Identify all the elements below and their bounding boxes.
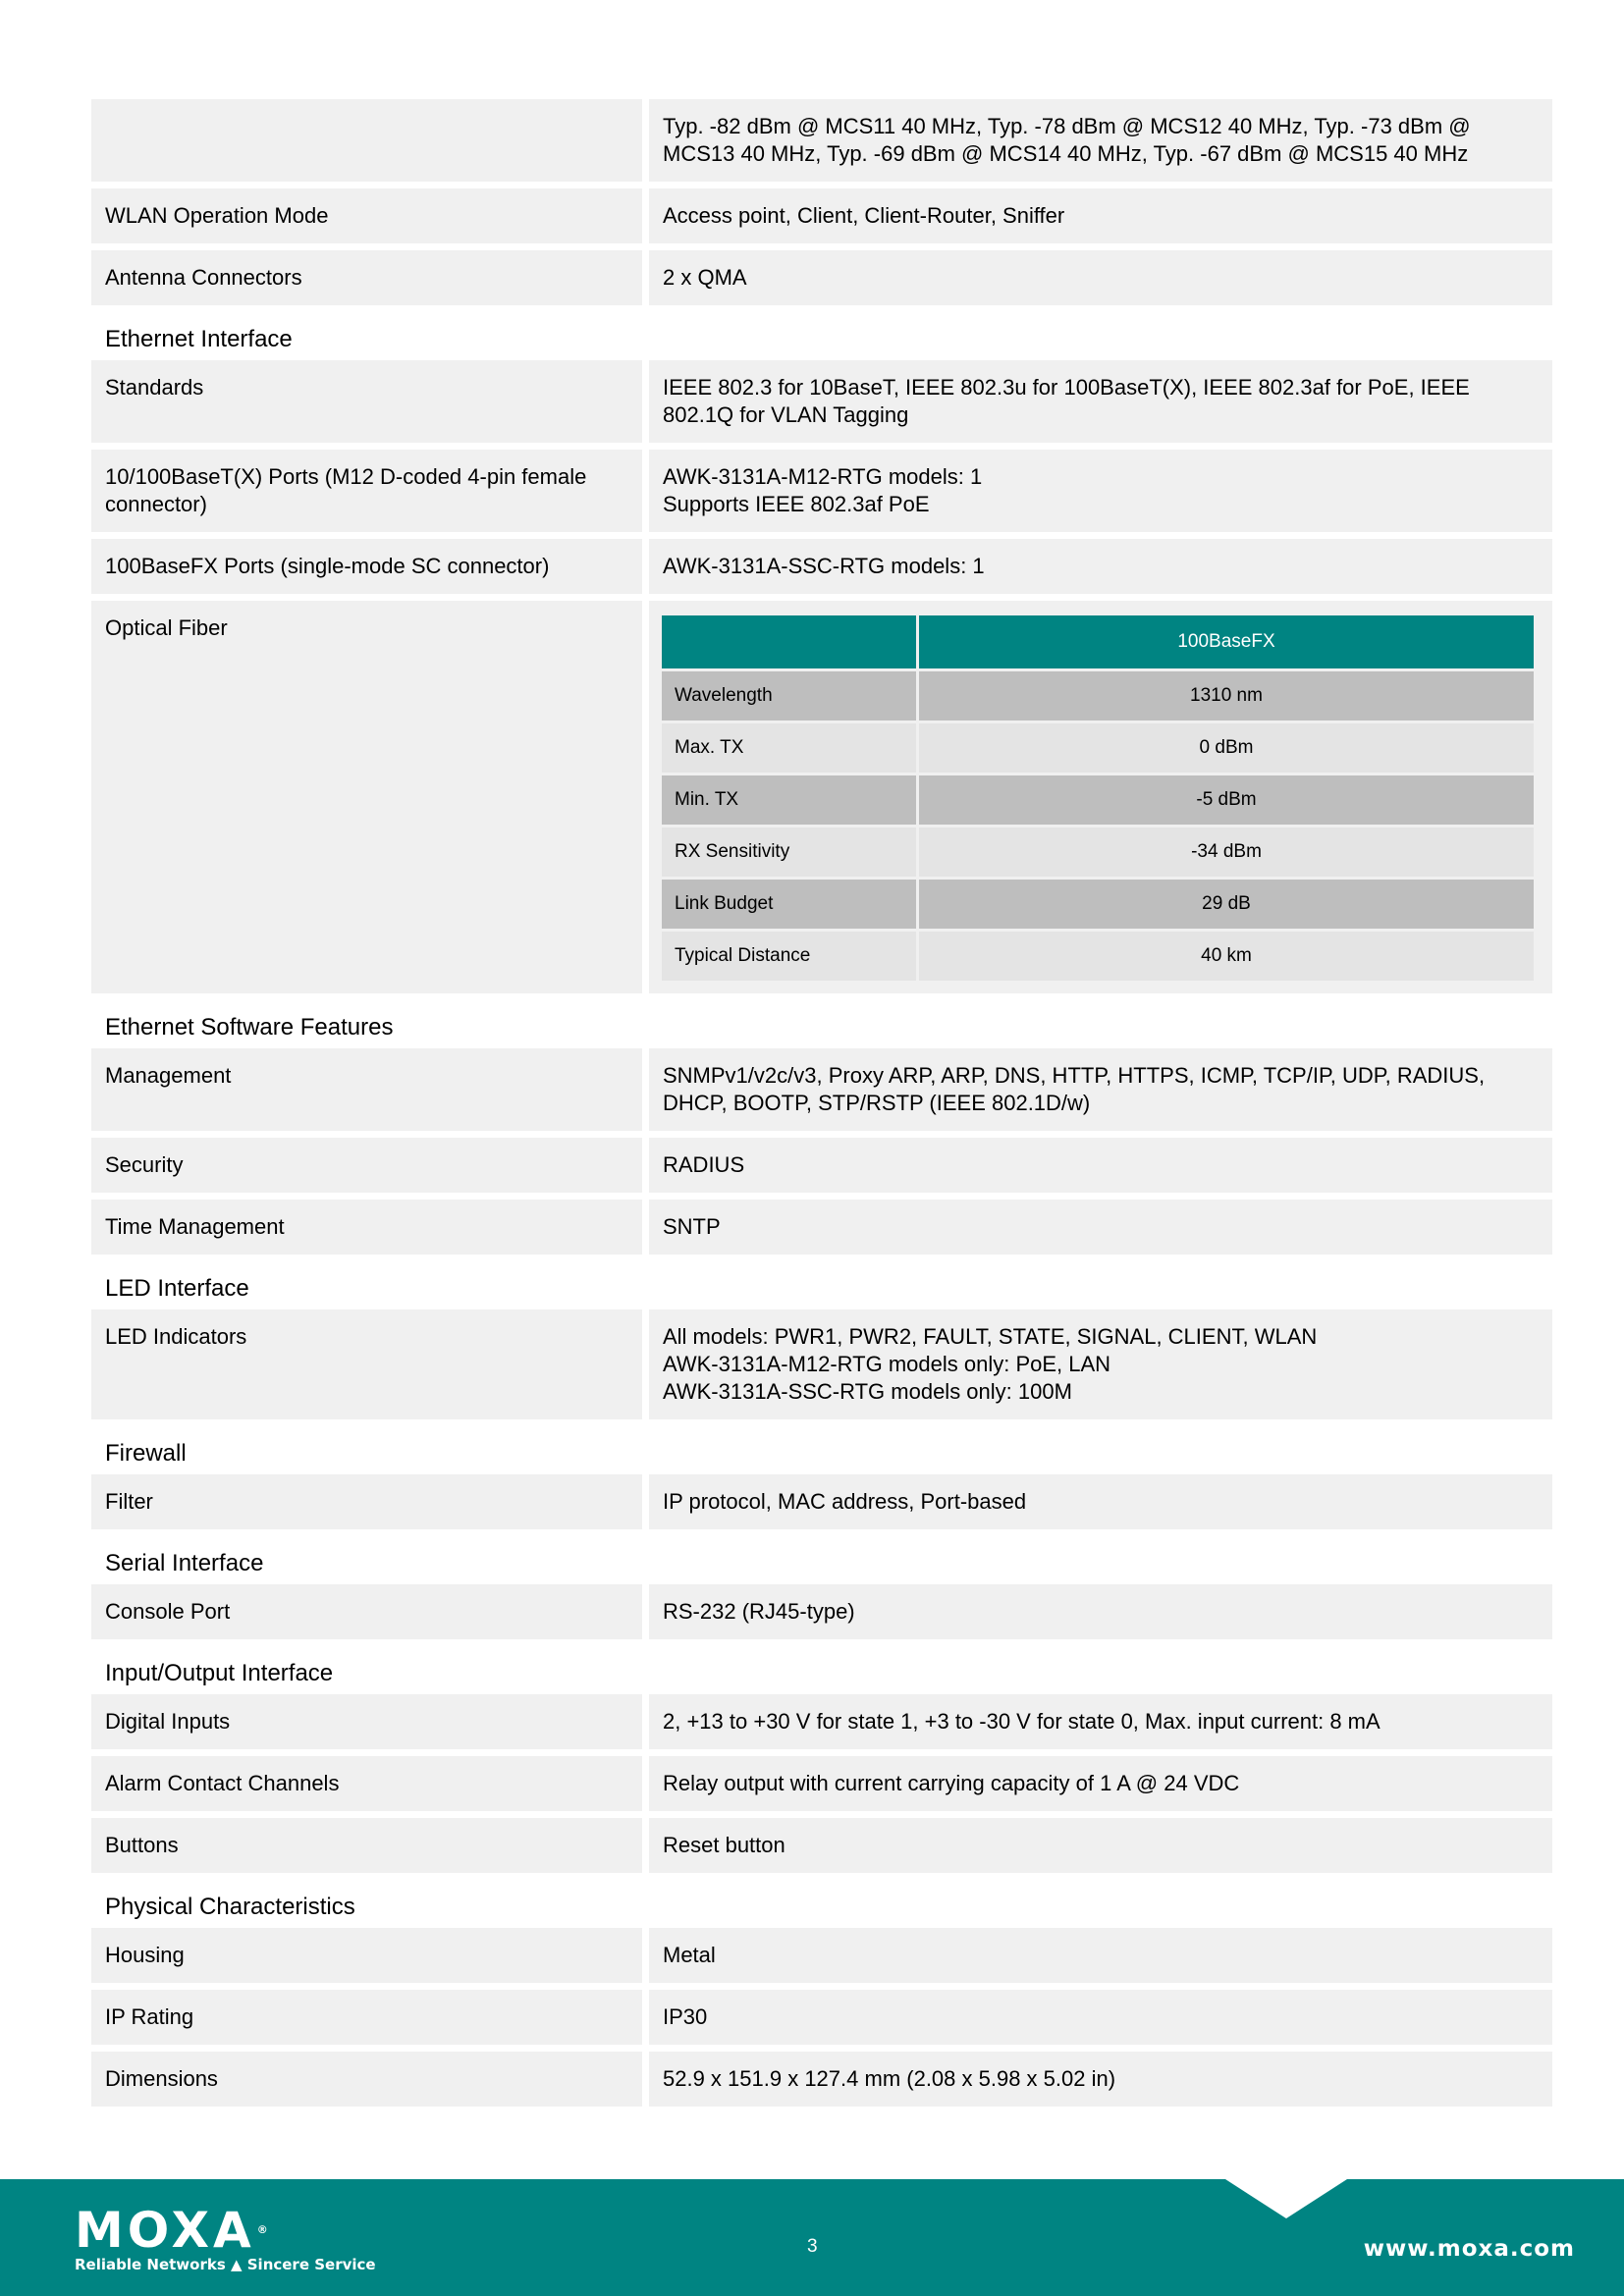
optical-fiber-table-container [649,601,1552,993]
footer-notch-decoration [1225,2179,1347,2218]
spec-value: AWK-3131A-SSC-RTG models: 1 [649,539,1552,594]
optical-row [662,880,1534,929]
spec-row [91,450,1552,532]
spec-row [91,1756,1552,1811]
spec-value-line: AWK-3131A-M12-RTG models: 1 [663,464,983,489]
section-heading: Input/Output Interface [105,1660,334,1686]
optical-key: Max. TX [662,723,916,773]
optical-value: -5 dBm [919,775,1534,825]
section-heading: Ethernet Interface [105,326,293,352]
spec-value: RS-232 (RJ45-type) [649,1584,1552,1639]
spec-label: Digital Inputs [91,1694,642,1749]
spec-value [649,1309,1552,1419]
website-link[interactable]: www.moxa.com [1363,2236,1575,2262]
spec-value-line: SNMPv1/v2c/v3, Proxy ARP, ARP, DNS, HTTP, HTTPS, ICMP, TCP/IP, UDP, RADIUS, [663,1063,1486,1088]
spec-label: WLAN Operation Mode [91,188,642,243]
spec-label: LED Indicators [91,1309,642,1419]
spec-value: Relay output with current carrying capacity of 1 A @ 24 VDC [649,1756,1552,1811]
optical-value: 0 dBm [919,723,1534,773]
spec-label: 100BaseFX Ports (single-mode SC connector) [91,539,642,594]
section-heading: Firewall [105,1440,187,1467]
registered-mark-icon: ® [256,2223,272,2236]
spec-value [649,1048,1552,1131]
optical-fiber-table [659,613,1537,984]
optical-value: 1310 nm [919,671,1534,721]
spec-value: Access point, Client, Client-Router, Sniffer [649,188,1552,243]
spec-value [649,99,1552,182]
optical-key: Wavelength [662,671,916,721]
optical-row [662,671,1534,721]
optical-value: -34 dBm [919,828,1534,877]
optical-row [662,723,1534,773]
spec-value [649,450,1552,532]
spec-label: Antenna Connectors [91,250,642,305]
optical-value: 29 dB [919,880,1534,929]
spec-row [91,1584,1552,1639]
spec-row [91,539,1552,594]
spec-label: Management [91,1048,642,1131]
spec-value: IP protocol, MAC address, Port-based [649,1474,1552,1529]
spec-row [91,1818,1552,1873]
spec-label: Time Management [91,1200,642,1255]
spec-content [91,99,1552,2113]
optical-header-100basefx: 100BaseFX [919,615,1534,668]
spec-row [91,1990,1552,2045]
spec-value-line: AWK-3131A-M12-RTG models only: PoE, LAN [663,1352,1111,1376]
optical-key: Link Budget [662,880,916,929]
spec-value: 2, +13 to +30 V for state 1, +3 to -30 V for state 0, Max. input current: 8 mA [649,1694,1552,1749]
optical-row [662,828,1534,877]
spec-label: Filter [91,1474,642,1529]
spec-value: RADIUS [649,1138,1552,1193]
spec-row [91,1474,1552,1529]
section-heading: Serial Interface [105,1550,264,1576]
spec-row [91,2052,1552,2107]
spec-label: Dimensions [91,2052,642,2107]
spec-label: Console Port [91,1584,642,1639]
moxa-logo [75,2202,376,2273]
spec-label: Housing [91,1928,642,1983]
logo-tagline: Reliable Networks ▲ Sincere Service [75,2256,376,2273]
spec-label: IP Rating [91,1990,642,2045]
section-heading: Physical Characteristics [105,1894,355,1920]
optical-key: Typical Distance [662,932,916,981]
optical-key: RX Sensitivity [662,828,916,877]
spec-value: Metal [649,1928,1552,1983]
spec-value-line: Supports IEEE 802.3af PoE [663,492,930,516]
spec-label [91,99,642,182]
spec-label: Buttons [91,1818,642,1873]
spec-label: Alarm Contact Channels [91,1756,642,1811]
spec-value: IP30 [649,1990,1552,2045]
logo-wordmark: MOXA [75,2202,255,2259]
spec-row [91,188,1552,243]
page-footer [0,2179,1624,2296]
spec-value-line: IEEE 802.3 for 10BaseT, IEEE 802.3u for 100BaseT(X), IEEE 802.3af for PoE, IEEE [663,375,1470,400]
spec-row [91,1309,1552,1419]
spec-row [91,1048,1552,1131]
spec-value-line: Typ. -82 dBm @ MCS11 40 MHz, Typ. -78 dBm @ MCS12 40 MHz, Typ. -73 dBm @ [663,114,1471,138]
page-number: 3 [807,2236,818,2257]
spec-value-line: All models: PWR1, PWR2, FAULT, STATE, SIGNAL, CLIENT, WLAN [663,1324,1318,1349]
spec-value-line: 802.1Q for VLAN Tagging [663,402,909,427]
section-heading: Ethernet Software Features [105,1014,394,1041]
spec-value: 2 x QMA [649,250,1552,305]
spec-value-line: AWK-3131A-SSC-RTG models only: 100M [663,1379,1072,1404]
spec-value: SNTP [649,1200,1552,1255]
spec-label: Optical Fiber [91,601,642,993]
spec-row [91,250,1552,305]
optical-header-blank [662,615,916,668]
spec-row-optical-fiber [91,601,1552,993]
spec-value-line: DHCP, BOOTP, STP/RSTP (IEEE 802.1D/w) [663,1091,1091,1115]
spec-row [91,1138,1552,1193]
spec-value [649,360,1552,443]
section-heading: LED Interface [105,1275,249,1302]
spec-label: 10/100BaseT(X) Ports (M12 D-coded 4-pin female connector) [91,450,642,532]
spec-row [91,1200,1552,1255]
optical-row [662,775,1534,825]
spec-row [91,1928,1552,1983]
optical-value: 40 km [919,932,1534,981]
spec-row [91,1694,1552,1749]
optical-key: Min. TX [662,775,916,825]
spec-row [91,99,1552,182]
spec-value: 52.9 x 151.9 x 127.4 mm (2.08 x 5.98 x 5.02 in) [649,2052,1552,2107]
spec-value-line: MCS13 40 MHz, Typ. -69 dBm @ MCS14 40 MHz, Typ. -67 dBm @ MCS15 40 MHz [663,141,1469,166]
spec-row [91,360,1552,443]
optical-row [662,932,1534,981]
spec-value: Reset button [649,1818,1552,1873]
spec-label: Security [91,1138,642,1193]
spec-label: Standards [91,360,642,443]
